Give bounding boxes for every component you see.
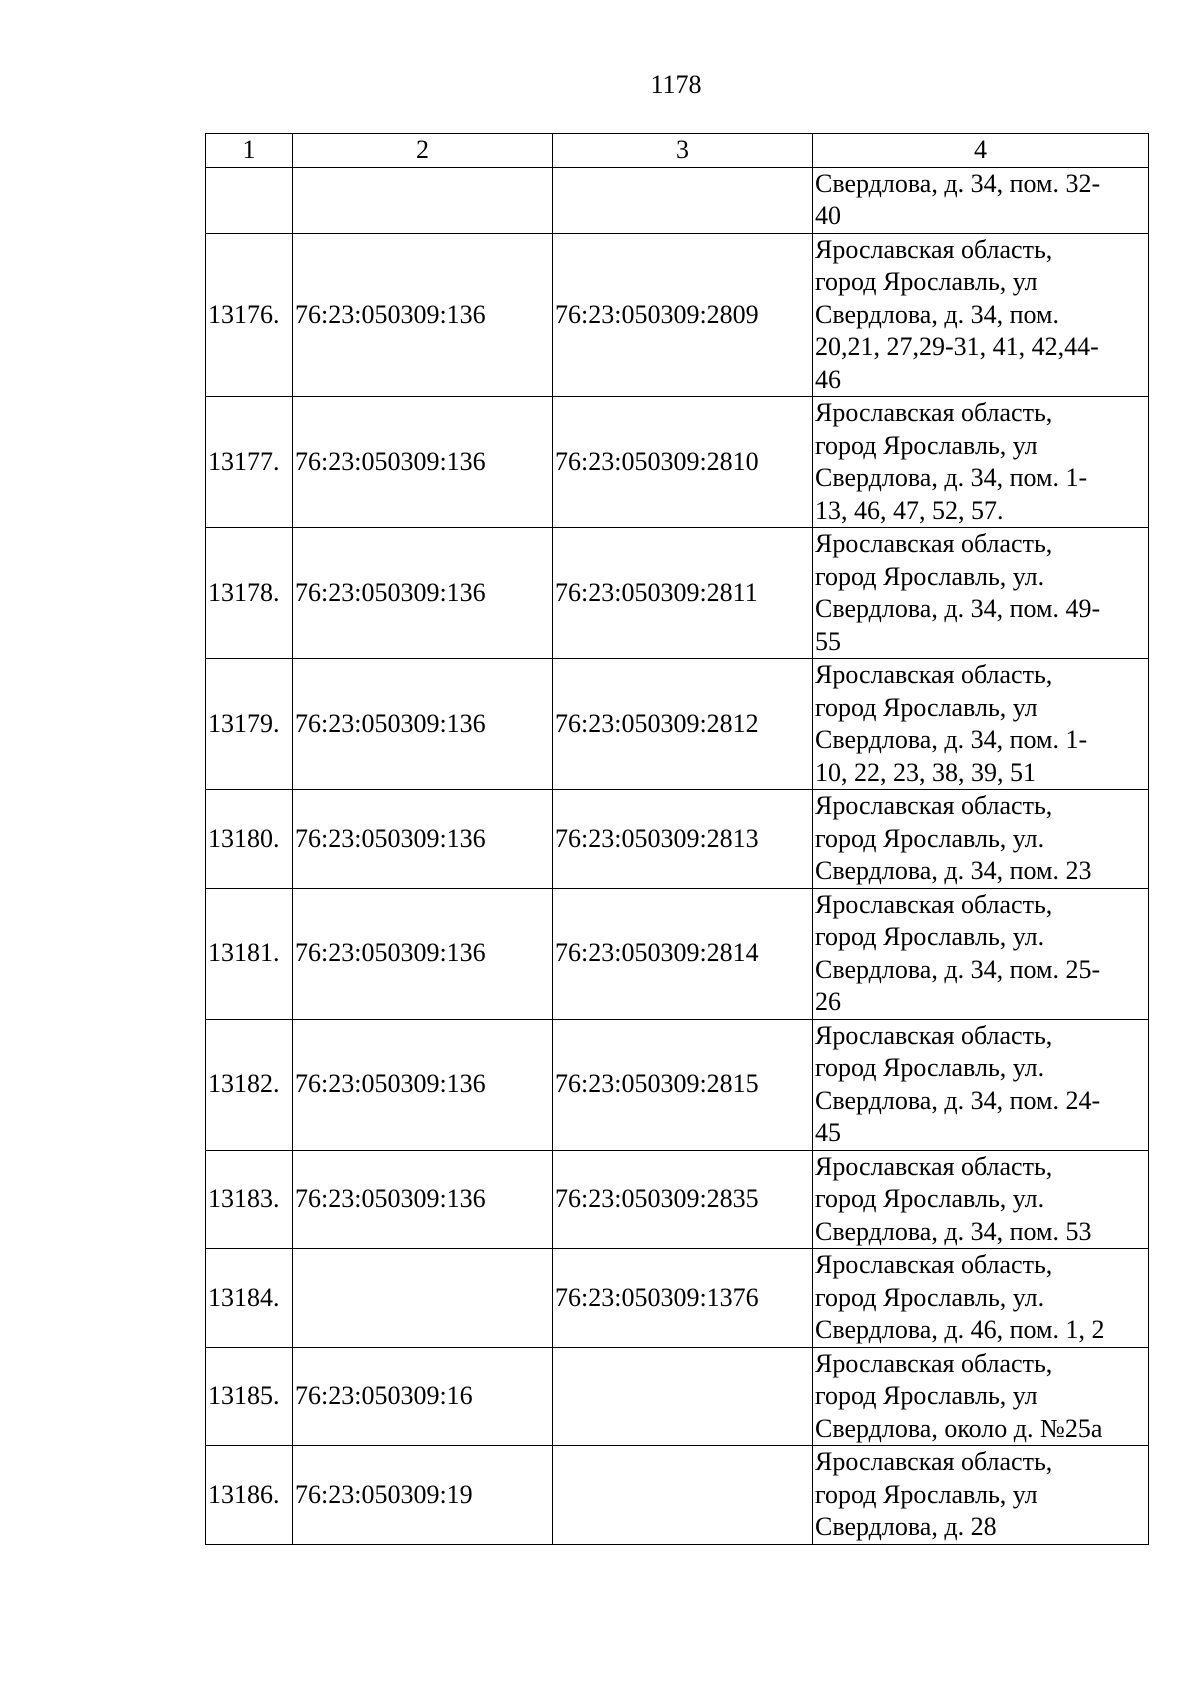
object-cadastral-number-cell: 76:23:050309:2809 xyxy=(553,233,813,397)
address-line: Ярославская область, xyxy=(815,889,1053,919)
address-line: город Ярославль, ул. xyxy=(815,1053,1045,1082)
address-line: Свердлова, д. 34, пом. 49- xyxy=(815,594,1101,623)
address-line: Ярославская область, xyxy=(815,1447,1053,1476)
table-row xyxy=(206,1150,1149,1249)
address-line: Ярославская область, xyxy=(815,1348,1053,1378)
registry-table xyxy=(205,133,1149,1545)
address-line: Ярославская область, xyxy=(815,660,1053,689)
table-row xyxy=(206,1347,1149,1446)
address-line: город Ярославль, ул xyxy=(815,692,1038,722)
row-number-cell: 13182. xyxy=(206,1019,293,1150)
address-cell xyxy=(813,1019,1149,1150)
table-row xyxy=(206,1019,1149,1150)
header-row xyxy=(206,134,1149,168)
address-line: город Ярославль, ул. xyxy=(815,561,1045,591)
address-line: город Ярославль, ул. xyxy=(815,1282,1045,1312)
column-header-4: 4 xyxy=(813,134,1149,168)
address-line: Свердлова, д. 46, пом. 1, 2 xyxy=(815,1315,1105,1344)
address-line: 10, 22, 23, 38, 39, 51 xyxy=(815,757,1036,787)
cadastral-number-cell xyxy=(293,167,553,233)
object-cadastral-number-cell: 76:23:050309:2815 xyxy=(553,1019,813,1150)
row-number-cell: 13186. xyxy=(206,1446,293,1545)
address-cell xyxy=(813,1446,1149,1545)
address-line: 40 xyxy=(815,201,841,230)
address-line: Ярославская область, xyxy=(815,234,1053,264)
address-line: Свердлова, д. 34, пом. 24- xyxy=(815,1085,1101,1115)
row-number-cell xyxy=(206,167,293,233)
address-line: Свердлова, д. 34, пом. 53 xyxy=(815,1216,1092,1246)
address-line: 55 xyxy=(815,626,841,656)
cadastral-number-cell xyxy=(293,1249,553,1348)
address-line: Ярославская область, xyxy=(815,529,1053,558)
address-line: Ярославская область, xyxy=(815,398,1053,427)
object-cadastral-number-cell: 76:23:050309:2812 xyxy=(553,659,813,790)
address-line: Свердлова, д. 34, пом. 32- xyxy=(815,168,1101,198)
address-cell xyxy=(813,528,1149,659)
address-line: Свердлова, д. 34, пом. xyxy=(815,299,1059,329)
object-cadastral-number-cell: 76:23:050309:2810 xyxy=(553,397,813,528)
address-line: город Ярославль, ул xyxy=(815,267,1038,296)
row-number-cell: 13179. xyxy=(206,659,293,790)
table-row xyxy=(206,888,1149,1019)
address-cell xyxy=(813,1347,1149,1446)
address-line: город Ярославль, ул xyxy=(815,430,1038,460)
address-line: 20,21, 27,29-31, 41, 42,44- xyxy=(815,332,1099,361)
address-line: Ярославская область, xyxy=(815,1250,1053,1279)
table-row xyxy=(206,233,1149,397)
table-row xyxy=(206,1446,1149,1545)
address-line: 46 xyxy=(815,364,841,394)
object-cadastral-number-cell xyxy=(553,167,813,233)
cadastral-number-cell: 76:23:050309:136 xyxy=(293,528,553,659)
address-cell xyxy=(813,659,1149,790)
object-cadastral-number-cell xyxy=(553,1446,813,1545)
address-line: Свердлова, д. 34, пом. 25- xyxy=(815,954,1101,984)
address-cell xyxy=(813,1150,1149,1249)
address-line: Свердлова, д. 34, пом. 23 xyxy=(815,856,1092,885)
object-cadastral-number-cell: 76:23:050309:2813 xyxy=(553,790,813,889)
table-row xyxy=(206,1249,1149,1348)
address-line: Ярославская область, xyxy=(815,1020,1053,1050)
row-number-cell: 13184. xyxy=(206,1249,293,1348)
row-number-cell: 13181. xyxy=(206,888,293,1019)
cadastral-number-cell: 76:23:050309:19 xyxy=(293,1446,553,1545)
address-line: 13, 46, 47, 52, 57. xyxy=(815,495,1004,525)
address-line: город Ярославль, ул xyxy=(815,1381,1038,1410)
row-number-cell: 13177. xyxy=(206,397,293,528)
address-cell xyxy=(813,1249,1149,1348)
address-line: Свердлова, д. 34, пом. 1- xyxy=(815,725,1088,754)
object-cadastral-number-cell: 76:23:050309:2811 xyxy=(553,528,813,659)
object-cadastral-number-cell: 76:23:050309:2835 xyxy=(553,1150,813,1249)
address-line: 45 xyxy=(815,1118,841,1147)
table-body xyxy=(206,167,1149,1544)
address-line: Ярославская область, xyxy=(815,1151,1053,1181)
address-line: город Ярославль, ул xyxy=(815,1479,1038,1509)
address-cell xyxy=(813,167,1149,233)
column-header-2: 2 xyxy=(293,134,553,168)
column-header-1: 1 xyxy=(206,134,293,168)
row-number-cell: 13176. xyxy=(206,233,293,397)
table-row xyxy=(206,528,1149,659)
address-line: город Ярославль, ул. xyxy=(815,1184,1045,1213)
object-cadastral-number-cell: 76:23:050309:2814 xyxy=(553,888,813,1019)
column-header-3: 3 xyxy=(553,134,813,168)
address-line: город Ярославль, ул. xyxy=(815,823,1045,853)
row-number-cell: 13180. xyxy=(206,790,293,889)
address-cell xyxy=(813,397,1149,528)
object-cadastral-number-cell: 76:23:050309:1376 xyxy=(553,1249,813,1348)
cadastral-number-cell: 76:23:050309:136 xyxy=(293,1019,553,1150)
cadastral-number-cell: 76:23:050309:136 xyxy=(293,397,553,528)
row-number-cell: 13183. xyxy=(206,1150,293,1249)
address-line: город Ярославль, ул. xyxy=(815,922,1045,951)
address-line: Свердлова, около д. №25а xyxy=(815,1413,1103,1443)
row-number-cell: 13178. xyxy=(206,528,293,659)
table-row xyxy=(206,659,1149,790)
address-cell xyxy=(813,790,1149,889)
cadastral-number-cell: 76:23:050309:136 xyxy=(293,790,553,889)
address-cell xyxy=(813,888,1149,1019)
table-row xyxy=(206,167,1149,233)
cadastral-number-cell: 76:23:050309:136 xyxy=(293,1150,553,1249)
table-row xyxy=(206,790,1149,889)
address-line: 26 xyxy=(815,987,841,1016)
address-cell xyxy=(813,233,1149,397)
cadastral-number-cell: 76:23:050309:16 xyxy=(293,1347,553,1446)
page-number: 1178 xyxy=(650,70,702,99)
cadastral-number-cell: 76:23:050309:136 xyxy=(293,659,553,790)
row-number-cell: 13185. xyxy=(206,1347,293,1446)
cadastral-number-cell: 76:23:050309:136 xyxy=(293,888,553,1019)
table-row xyxy=(206,397,1149,528)
address-line: Свердлова, д. 28 xyxy=(815,1512,997,1541)
address-line: Ярославская область, xyxy=(815,791,1053,820)
cadastral-number-cell: 76:23:050309:136 xyxy=(293,233,553,397)
address-line: Свердлова, д. 34, пом. 1- xyxy=(815,463,1088,492)
object-cadastral-number-cell xyxy=(553,1347,813,1446)
